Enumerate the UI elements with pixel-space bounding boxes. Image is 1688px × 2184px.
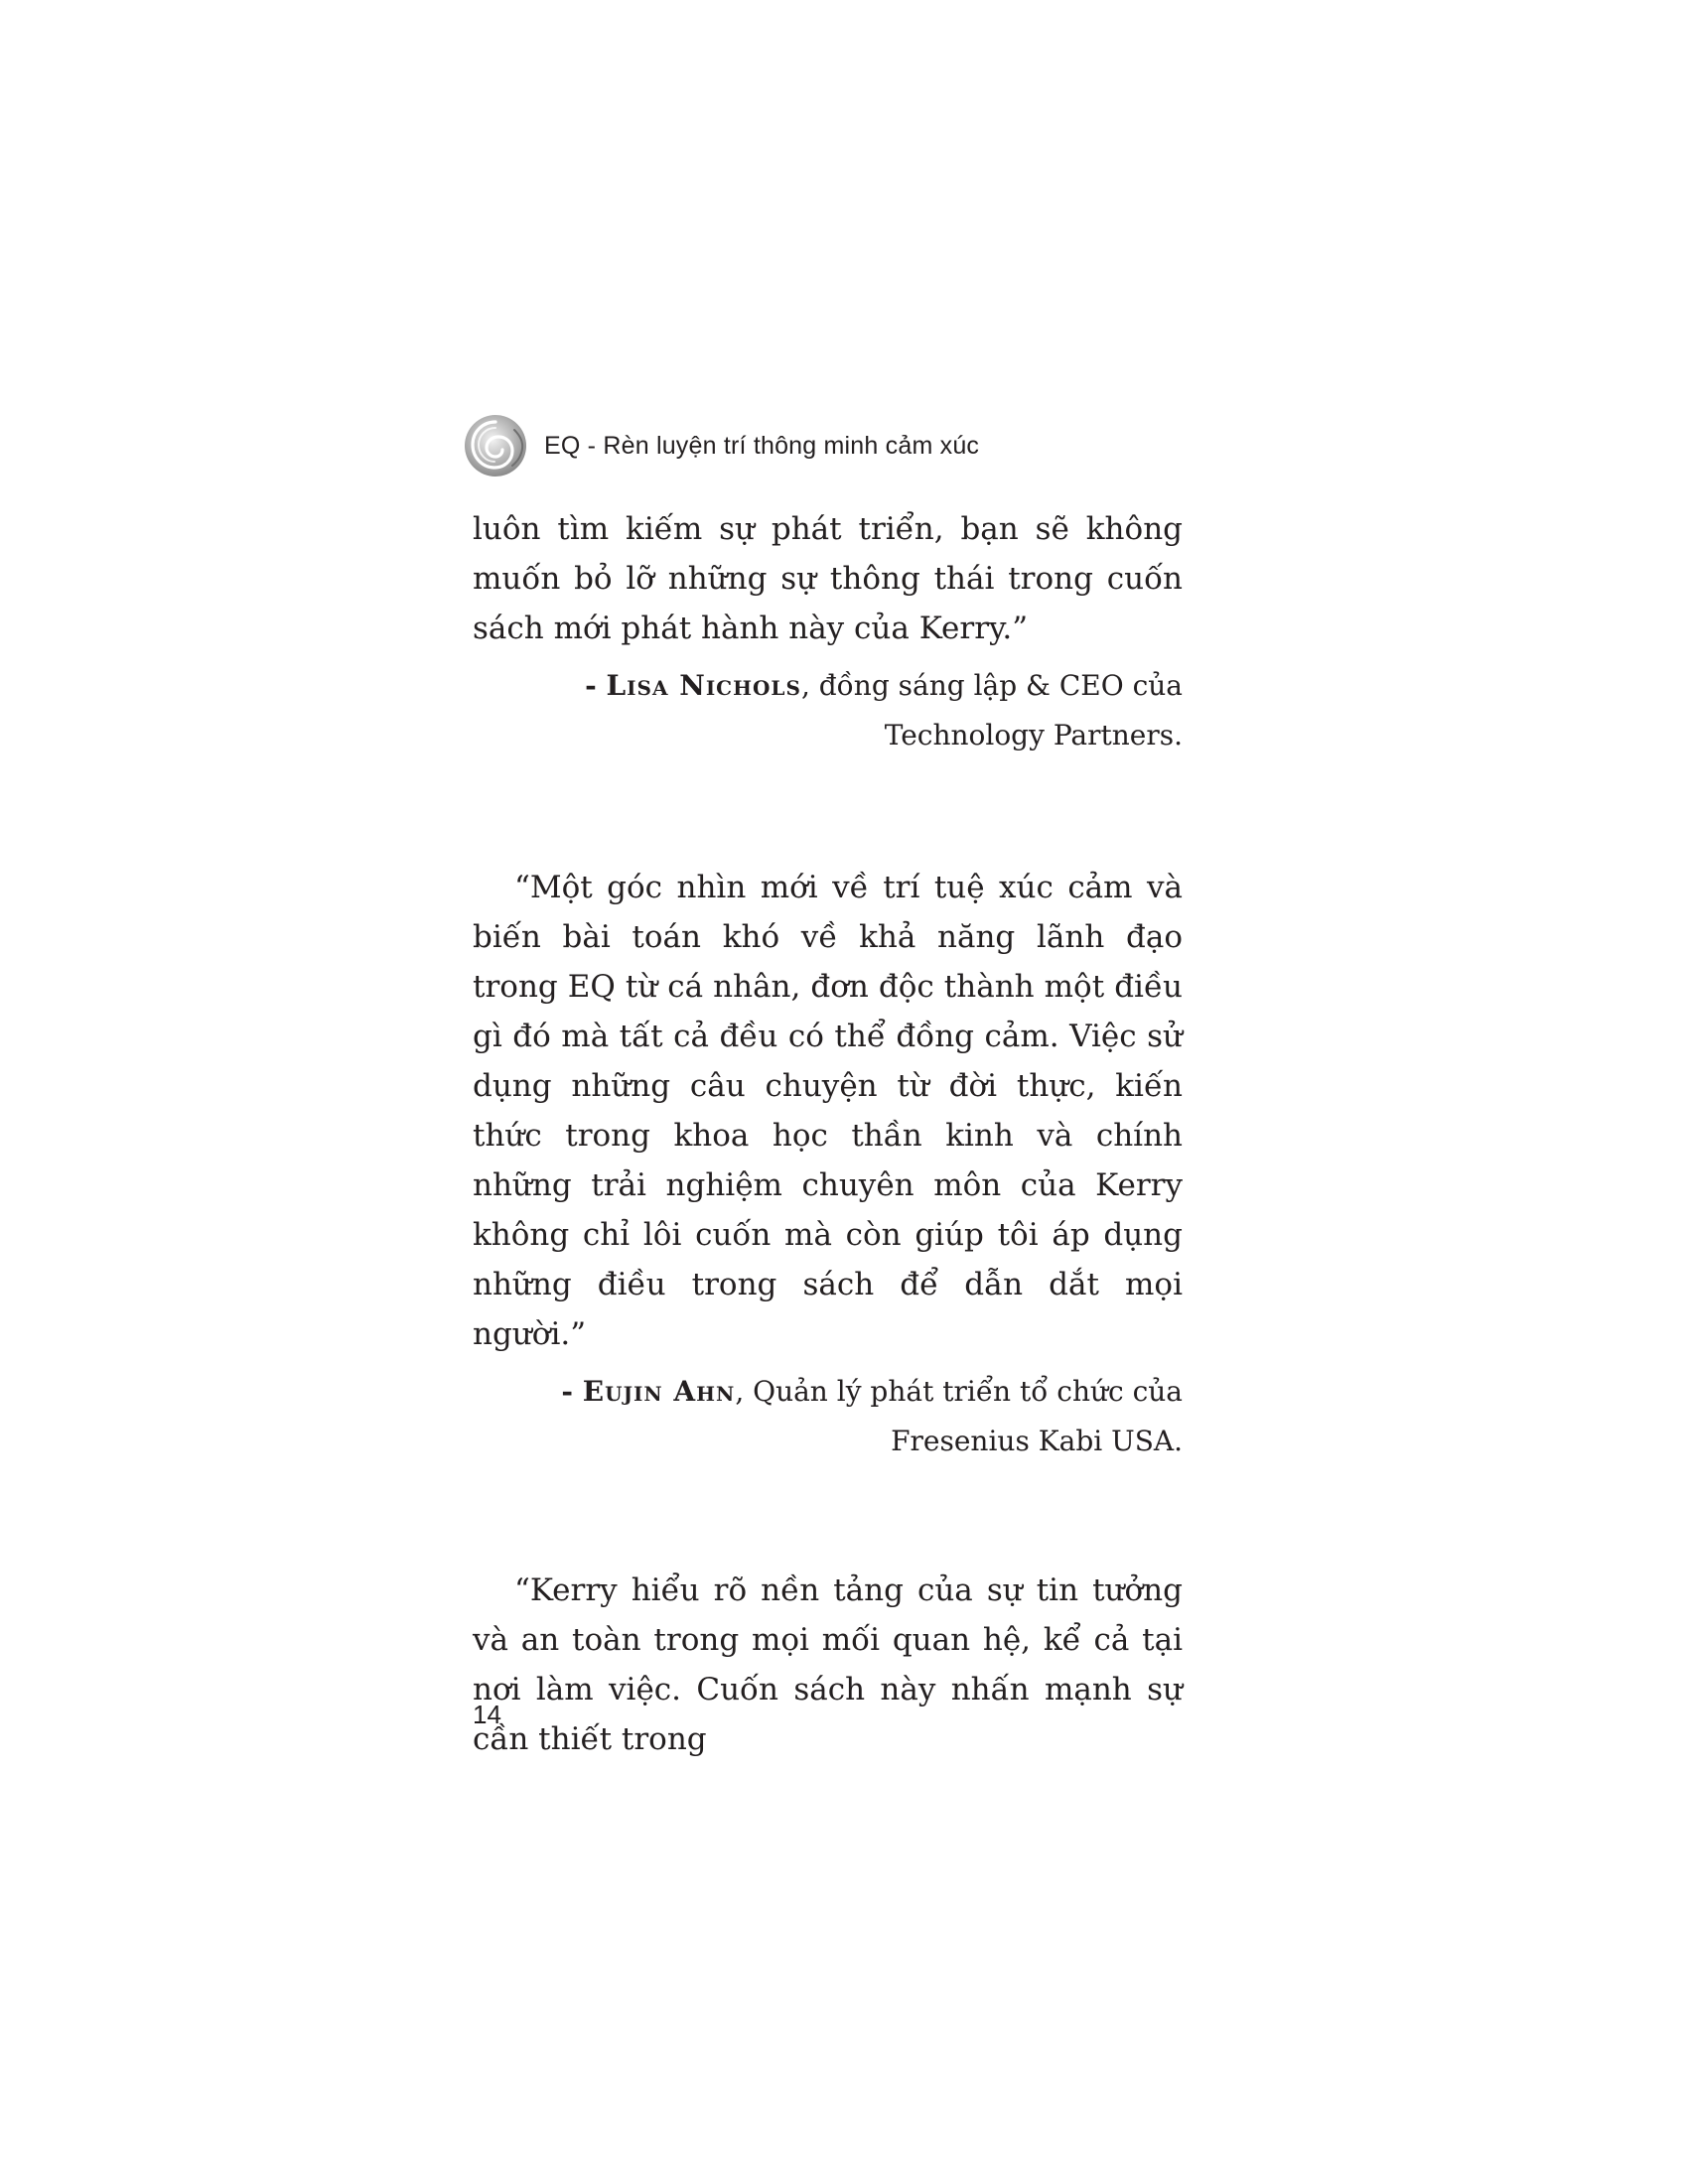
- attribution-line: [473, 661, 1183, 711]
- spiral-head-logo-icon: [463, 412, 530, 479]
- running-header: [463, 411, 979, 480]
- attribution-line: [473, 1367, 1183, 1417]
- attribution-name: Eujin Ahn: [582, 1375, 736, 1408]
- attribution-organization: Fresenius Kabi USA.: [891, 1425, 1183, 1457]
- paragraph-1: luôn tìm kiếm sự phát triển, bạn sẽ không muốn bỏ lỡ những sự thông thái trong cuốn sách mới phát hành này của Kerry.”: [473, 511, 1183, 646]
- attribution-name: Lisa Nichols: [606, 669, 801, 702]
- attribution-role: , đồng sáng lập & CEO của: [800, 669, 1183, 702]
- spacer: [473, 1466, 1183, 1566]
- page-number: 14: [473, 1700, 501, 1729]
- attribution-2: [473, 1367, 1183, 1466]
- paragraph-3: “Kerry hiểu rõ nền tảng của sự tin tưởng và an toàn trong mọi mối quan hệ, kể cả tại nơi làm việc. Cuốn sách này nhấn mạnh sự cần thiết trong: [473, 1572, 1183, 1757]
- attribution-organization: Technology Partners.: [884, 719, 1183, 751]
- attribution-dash: -: [561, 1375, 583, 1408]
- running-title: EQ - Rèn luyện trí thông minh cảm xúc: [544, 431, 980, 460]
- paragraph-2: “Một góc nhìn mới về trí tuệ xúc cảm và biến bài toán khó về khả năng lãnh đạo trong EQ từ cá nhân, đơn độc thành một điều gì đó mà tất cả đều có thể đồng cảm. Việc sử dụng những câu chuyện từ đời thực, kiến thức trong khoa học thần kinh và chính những trải nghiệm chuyên môn của Kerry không chỉ lôi cuốn mà còn giúp tôi áp dụng những điều trong sách để dẫn dắt mọi người.”: [473, 870, 1183, 1352]
- attribution-role: , Quản lý phát triển tổ chức của: [735, 1375, 1183, 1408]
- attribution-dash: -: [585, 669, 607, 702]
- attribution-1: [473, 661, 1183, 760]
- spacer: [473, 760, 1183, 863]
- page-body: [473, 504, 1183, 1764]
